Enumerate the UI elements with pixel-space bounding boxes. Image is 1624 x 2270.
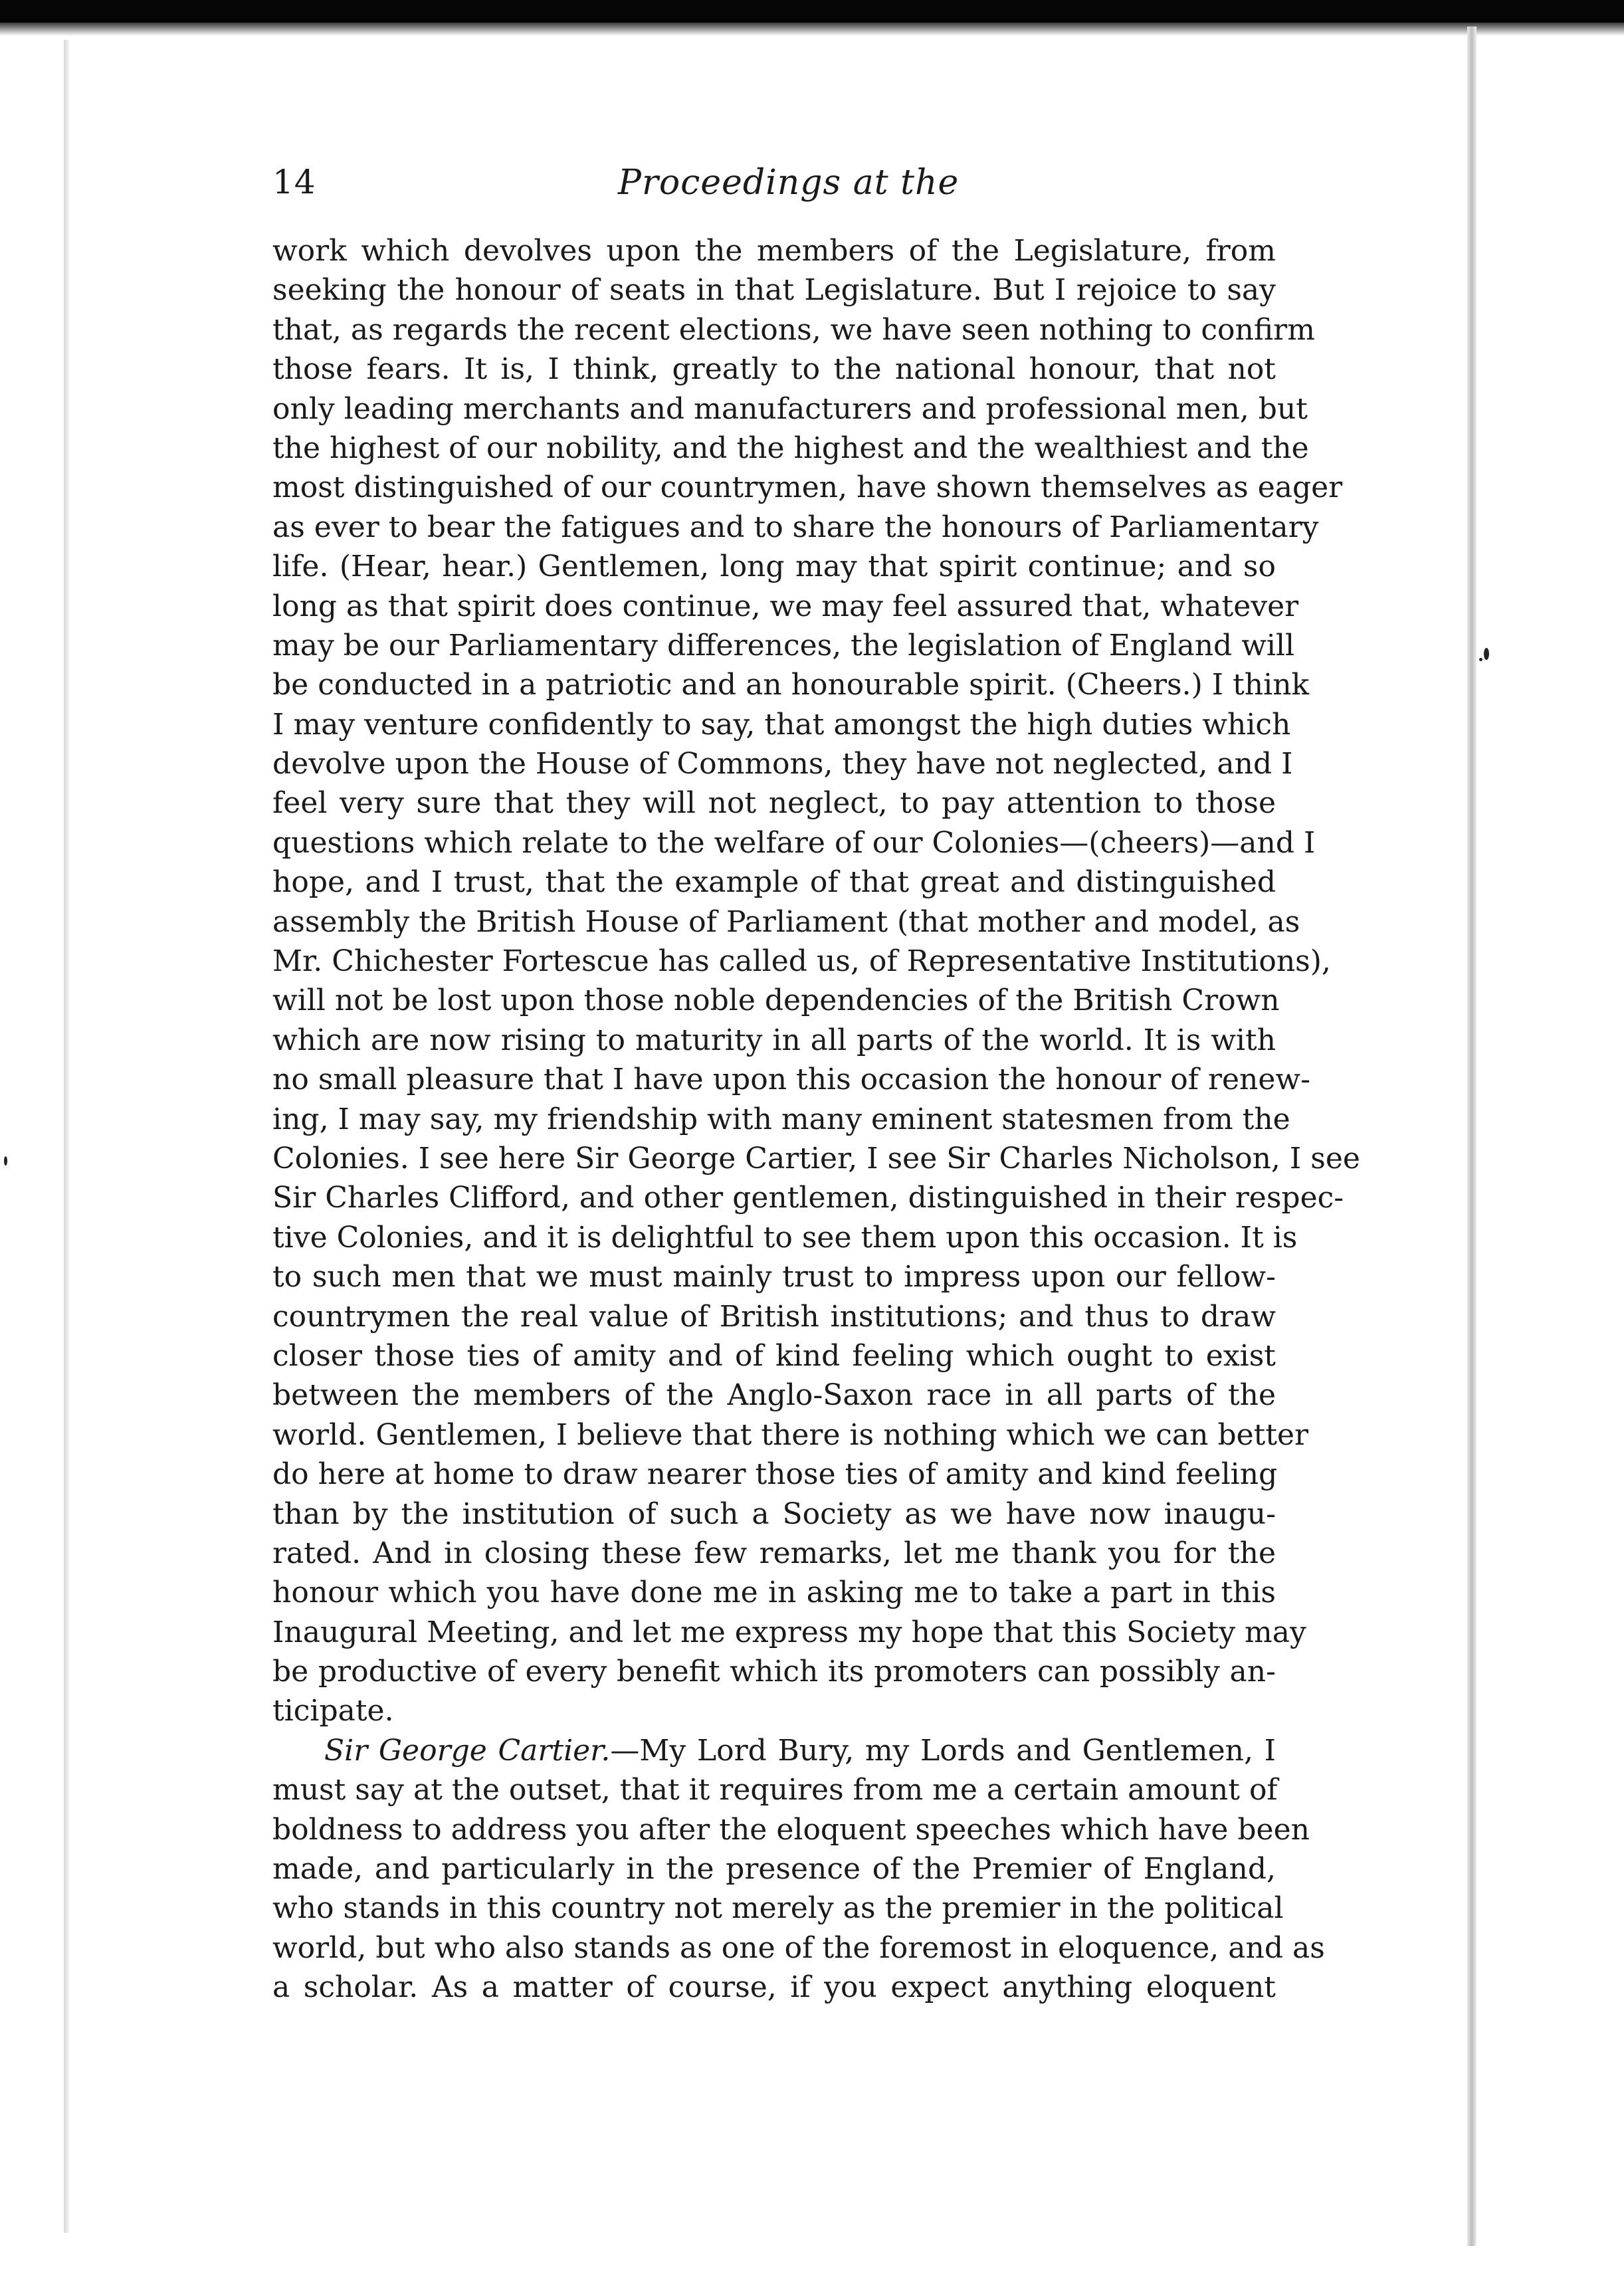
text-line: be productive of every benefit which its promoters can possibly an- — [272, 1655, 1276, 1689]
speech-line: a scholar. As a matter of course, if you expect anything eloquent — [272, 1970, 1276, 2005]
text-line: life. (Hear, hear.) Gentlemen, long may that spirit continue; and so — [272, 550, 1276, 584]
text-line: Mr. Chichester Fortescue has called us, of Representative Institutions), — [272, 944, 1331, 979]
speaker-name: Sir George Cartier. — [324, 1733, 611, 1768]
speech-line: world, but who also stands as one of the foremost in eloquence, and as — [272, 1930, 1325, 1965]
text-line: closer those ties of amity and of kind feeling which ought to exist — [272, 1338, 1276, 1373]
scan-left-edge — [64, 40, 69, 2233]
text-line: will not be lost upon those noble dependencies of the British Crown — [272, 983, 1280, 1018]
text-line: feel very sure that they will not neglect, to pay attention to those — [272, 786, 1276, 821]
page-header — [272, 163, 1269, 216]
text-line: the highest of our nobility, and the highest and the wealthiest and the — [272, 431, 1309, 465]
text-line: to such men that we must mainly trust to impress upon our fellow- — [272, 1260, 1276, 1294]
speech-line: must say at the outset, that it requires from me a certain amount of — [272, 1773, 1278, 1807]
text-line: ticipate. — [272, 1694, 394, 1728]
speech-first-line: —My Lord Bury, my Lords and Gentlemen, I — [610, 1733, 1276, 1768]
text-line: work which devolves upon the members of the Legislature, from — [272, 234, 1276, 268]
text-line: Inaugural Meeting, and let me express my hope that this Society may — [272, 1615, 1306, 1649]
text-line: rated. And in closing these few remarks, let me thank you for the — [272, 1536, 1276, 1570]
speech-line: boldness to address you after the eloquent speeches which have been — [272, 1812, 1310, 1847]
text-line: Sir Charles Clifford, and other gentlemen, distinguished in their respec- — [272, 1181, 1344, 1215]
text-line: do here at home to draw nearer those ties of amity and kind feeling — [272, 1457, 1278, 1492]
text-line: only leading merchants and manufacturers and professional men, but — [272, 391, 1308, 426]
speech-line: who stands in this country not merely as the premier in the political — [272, 1891, 1284, 1926]
running-head: Proceedings at the — [618, 163, 960, 203]
text-line: that, as regards the recent elections, we have seen nothing to confirm — [272, 312, 1315, 347]
speech-line: made, and particularly in the presence of the Premier of England, — [272, 1852, 1276, 1887]
text-line: honour which you have done me in asking me to take a part in this — [272, 1576, 1276, 1610]
text-line: be conducted in a patriotic and an honourable spirit. (Cheers.) I think — [272, 668, 1310, 702]
text-line: questions which relate to the welfare of our Colonies—(cheers)—and I — [272, 825, 1316, 860]
text-line: assembly the British House of Parliament (that mother and model, as — [272, 904, 1300, 939]
scan-top-shadow — [0, 23, 1624, 36]
text-line: ing, I may say, my friendship with many eminent statesmen from the — [272, 1102, 1290, 1136]
text-line: countrymen the real value of British institutions; and thus to draw — [272, 1299, 1276, 1334]
text-line: world. Gentlemen, I believe that there is nothing which we can better — [272, 1417, 1309, 1452]
text-line: hope, and I trust, that the example of that great and distinguished — [272, 865, 1276, 900]
text-line: tive Colonies, and it is delightful to see them upon this occasion. It is — [272, 1220, 1298, 1255]
scan-top-edge — [0, 0, 1624, 23]
scan-right-edge — [1467, 27, 1476, 2246]
text-line: Colonies. I see here Sir George Cartier, I see Sir Charles Nicholson, I see — [272, 1141, 1360, 1176]
text-body — [272, 231, 1360, 2008]
text-line: those fears. It is, I think, greatly to the national honour, that not — [272, 352, 1276, 387]
text-line: long as that spirit does continue, we may feel assured that, whatever — [272, 589, 1299, 623]
text-line: devolve upon the House of Commons, they have not neglected, and I — [272, 747, 1293, 781]
scan-speck — [1484, 648, 1489, 660]
text-line: I may venture confidently to say, that amongst the high duties which — [272, 707, 1291, 742]
text-line: than by the institution of such a Society as we have now inaugu- — [272, 1496, 1276, 1531]
text-line: which are now rising to maturity in all parts of the world. It is with — [272, 1023, 1276, 1057]
text-line: as ever to bear the fatigues and to share the honours of Parliamentary — [272, 510, 1319, 544]
scan-speck — [4, 1156, 7, 1166]
text-line: no small pleasure that I have upon this occasion the honour of renew- — [272, 1063, 1310, 1097]
text-line: may be our Parliamentary differences, the legislation of England will — [272, 628, 1295, 663]
text-line: seeking the honour of seats in that Legislature. But I rejoice to say — [272, 273, 1276, 308]
text-line: between the members of the Anglo-Saxon race in all parts of the — [272, 1378, 1276, 1413]
page-number: 14 — [272, 163, 316, 201]
speech-opening-line — [272, 1731, 1276, 1770]
text-line: most distinguished of our countrymen, have shown themselves as eager — [272, 470, 1343, 505]
scan-speck — [1479, 658, 1482, 661]
